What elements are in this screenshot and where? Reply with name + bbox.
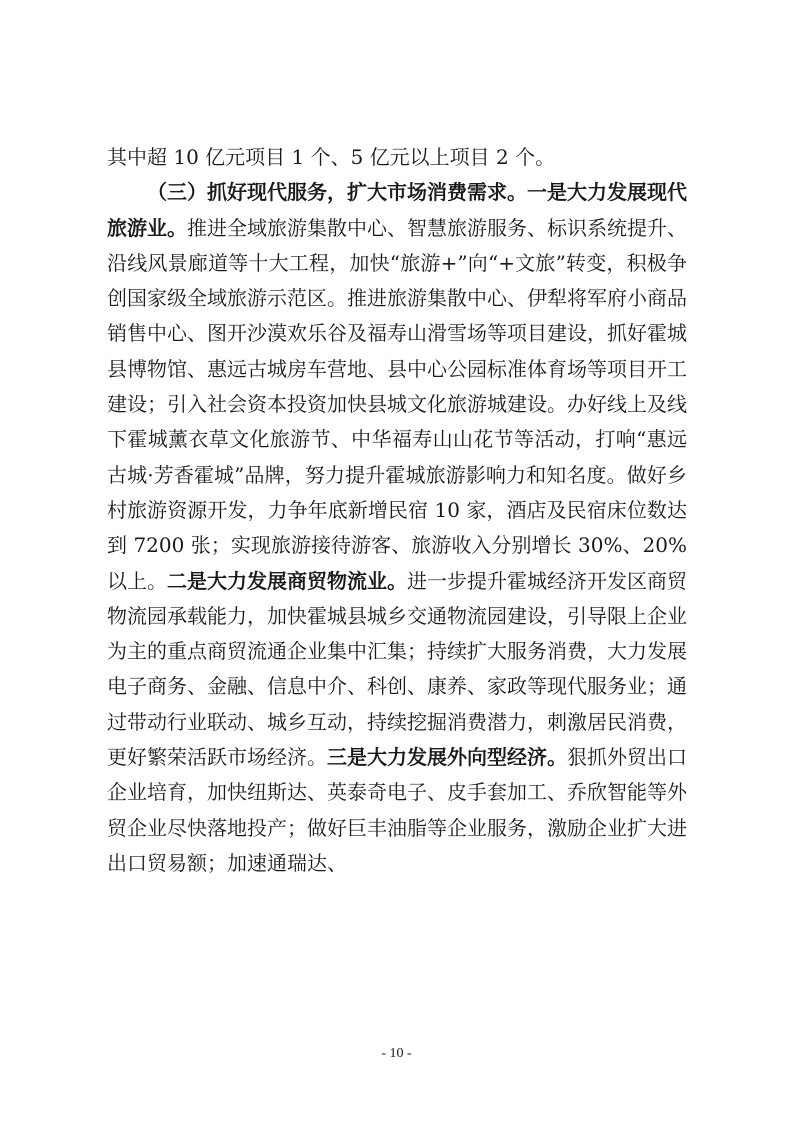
paragraph-section-three bbox=[107, 175, 687, 881]
point-1-title: 一是大力发展现代旅游业。 bbox=[107, 180, 687, 240]
body-text bbox=[107, 140, 687, 881]
point-2-text: 进一步提升霍城经济开发区商贸物流园承载能力，加快霍城县城乡交通物流园建设，引导限上企业为主的重点商贸流通企业集中汇集；持续扩大服务消费，大力发展电子商务、金融、信息中介、科创、康养、家政等现代服务业；通过带动行业联动、城乡互动，持续挖掘消费潜力，刺激居民消费，更好繁荣活跃市场经济。 bbox=[107, 568, 687, 770]
point-1-text: 推进全域旅游集散中心、智慧旅游服务、标识系统提升、沿线风景廊道等十大工程，加快“旅游+”向“+文旅”转变，积极争创国家级全域旅游示范区。推进旅游集散中心、伊犁将军府小商品销售中心、图开沙漠欢乐谷及福寿山滑雪场等项目建设，抓好霍城县博物馆、惠远古城房车营地、县中心公园标准体育场等项目开工建设；引入社会资本投资加快县城文化旅游城建设。办好线上及线下霍城薰衣草文化旅游节、中华福寿山山花节等活动，打响“惠远古城·芳香霍城”品牌，努力提升霍城旅游影响力和知名度。做好乡村旅游资源开发，力争年底新增民宿 10 家，酒店及民宿床位数达到 7200 张；实现旅游接待游客、旅游收入分别增长 30%、20%以上。 bbox=[107, 215, 687, 593]
page-number: - 10 - bbox=[381, 1046, 412, 1061]
point-3-text: 狠抓外贸出口企业培育，加快纽斯达、英泰奇电子、皮手套加工、乔欣智能等外贸企业尽快落地投产；做好巨丰油脂等企业服务，激励企业扩大进出口贸易额；加速通瑞达、 bbox=[107, 745, 687, 875]
point-2-title: 二是大力发展商贸物流业。 bbox=[167, 568, 407, 593]
paragraph-continuation bbox=[107, 140, 687, 175]
section-heading: （三）抓好现代服务，扩大市场消费需求。 bbox=[147, 180, 527, 205]
paragraph-1-text: 其中超 10 亿元项目 1 个、5 亿元以上项目 2 个。 bbox=[107, 145, 556, 169]
point-3-title: 三是大力发展外向型经济。 bbox=[327, 745, 567, 770]
